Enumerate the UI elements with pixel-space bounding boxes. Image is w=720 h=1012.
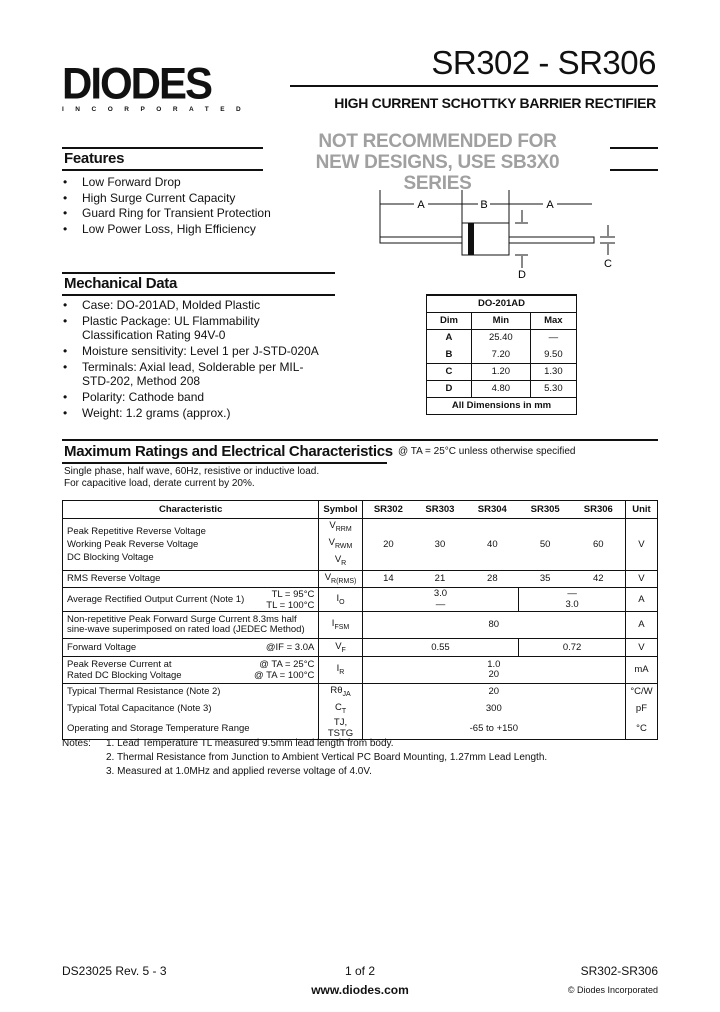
cell: 9.50 (530, 346, 576, 363)
cell: 21 (414, 570, 466, 587)
list-item: • Polarity: Cathode band (62, 390, 322, 404)
symbol-base: I (331, 618, 335, 630)
symbol-base: V (334, 553, 342, 565)
dim-label-a: A (546, 199, 554, 211)
symbol-sub: R (341, 559, 347, 567)
cell: pF (625, 700, 657, 717)
divider (62, 462, 387, 464)
symbol (323, 553, 357, 570)
dim-label-a: A (417, 199, 425, 211)
divider (62, 272, 335, 274)
list-item: • High Surge Current Capacity (62, 191, 282, 207)
divider (290, 85, 658, 87)
table-row (427, 363, 577, 380)
cell: 1.30 (530, 363, 576, 380)
package-outline-diagram (370, 180, 620, 280)
column-header: SR305 (519, 501, 572, 519)
cell: RMS Reverse Voltage (63, 570, 319, 587)
cell: 7.20 (471, 346, 530, 363)
symbol (319, 638, 362, 656)
dimensions-table (426, 294, 577, 415)
list-item: • Low Forward Drop (62, 175, 282, 191)
cell: 28 (466, 570, 519, 587)
cathode-band (468, 223, 474, 255)
symbol-sub: F (341, 646, 346, 654)
table-row (63, 683, 658, 700)
symbol-base: V (335, 640, 342, 652)
cell: A (427, 329, 472, 346)
cell: Forward Voltage (67, 641, 137, 653)
cell: 80 (362, 611, 625, 638)
column-header: Symbol (319, 501, 362, 519)
symbol-base: I (336, 663, 340, 675)
mechanical-heading: Mechanical Data (64, 275, 178, 292)
cell: -65 to +150 (362, 717, 625, 740)
divider (62, 439, 658, 441)
condition: @ TA = 100°C (254, 669, 315, 681)
notice-line: NOT RECOMMENDED FOR (318, 131, 557, 152)
logo-wordmark: DIODES (62, 58, 212, 109)
ratings-condition: @ TA = 25°C unless otherwise specified (398, 446, 576, 457)
symbol-sub: T (341, 708, 347, 716)
ratings-note: Single phase, half wave, 60Hz, resistive or inductive load. (64, 466, 320, 477)
condition: @IF = 3.0A (265, 641, 315, 653)
list-item: • Guard Ring for Transient Protection (62, 206, 282, 222)
cell: 0.72 (519, 638, 626, 656)
column-header: SR302 (362, 501, 414, 519)
list-item: • Weight: 1.2 grams (approx.) (62, 406, 322, 420)
doc-number: DS23025 Rev. 5 - 3 (62, 964, 167, 978)
cell: B (427, 346, 472, 363)
table-row (427, 380, 577, 397)
symbol-base: V (324, 572, 332, 584)
cell: — (530, 329, 576, 346)
condition: TL = 95°C (271, 588, 315, 600)
cell: D (427, 380, 472, 397)
cell: 30 (414, 519, 466, 571)
cell: A (625, 611, 657, 638)
cell: Working Peak Reverse Voltage (67, 538, 199, 550)
condition: TL = 100°C (266, 599, 315, 611)
features-heading: Features (64, 150, 125, 167)
symbol (319, 656, 362, 683)
notes (62, 737, 547, 779)
table-row (63, 570, 658, 587)
notes-label: Notes: (62, 738, 91, 749)
cell: 20 (362, 519, 414, 571)
divider (62, 169, 263, 171)
cell: Peak Reverse Current at (67, 658, 172, 670)
cell: mA (625, 656, 657, 683)
cell: V (625, 570, 657, 587)
symbol-sub: R (339, 669, 345, 677)
column-header: SR303 (414, 501, 466, 519)
cell: °C/W (625, 683, 657, 700)
logo-subtitle: INCORPORATED (62, 106, 253, 113)
dim-label-d: D (518, 269, 526, 280)
symbol-base: V (329, 520, 336, 531)
list-item: • Plastic Package: UL Flammability Classification Rating 94V-0 (62, 314, 322, 342)
symbol-sub: RRM (335, 525, 352, 533)
dimensions-footer: All Dimensions in mm (427, 397, 577, 414)
divider (62, 294, 335, 296)
cell: DC Blocking Voltage (67, 551, 154, 563)
symbol-sub: RWM (335, 542, 353, 550)
cell: — (567, 588, 577, 600)
cell: Rated DC Blocking Voltage (67, 669, 182, 681)
symbol-base: I (336, 592, 340, 604)
cell: 0.55 (362, 638, 519, 656)
condition: @ TA = 25°C (259, 658, 315, 670)
column-header: Max (530, 312, 576, 329)
divider (62, 147, 263, 149)
ratings-note: For capacitive load, derate current by 20%. (64, 478, 255, 489)
cell: 3.0 (565, 599, 579, 611)
cell: Operating and Storage Temperature Range (63, 717, 319, 740)
symbol-sub: O (339, 598, 345, 606)
mechanical-list (62, 298, 322, 420)
symbol (323, 519, 357, 536)
cell: Typical Thermal Resistance (Note 2) (63, 683, 319, 700)
footer-part: SR302-SR306 (580, 964, 658, 978)
table-row (427, 329, 577, 346)
column-header: Unit (625, 501, 657, 519)
symbol-sub: JA (342, 691, 351, 699)
cell: 60 (572, 519, 626, 571)
cell: 50 (519, 519, 572, 571)
list-item: • Low Power Loss, High Efficiency (62, 222, 282, 238)
symbol (319, 611, 362, 638)
symbol-base: C (334, 702, 342, 714)
divider (610, 169, 658, 171)
ratings-table (62, 500, 658, 740)
cell: 35 (519, 570, 572, 587)
column-header: SR304 (466, 501, 519, 519)
symbol (323, 536, 357, 553)
list-item: • Case: DO-201AD, Molded Plastic (62, 298, 322, 312)
cell: Average Rectified Output Current (Note 1) (67, 593, 245, 605)
cell: — (435, 599, 446, 611)
cell: 4.80 (471, 380, 530, 397)
symbol-base: V (328, 536, 335, 548)
table-row (427, 346, 577, 363)
symbol-sub: R(RMS) (331, 578, 357, 586)
cell: 5.30 (530, 380, 576, 397)
symbol (319, 700, 362, 717)
note: 1. Lead Temperature TL measured 9.5mm lead length from body. (106, 738, 394, 749)
dim-label-b: B (480, 199, 488, 211)
cell: Peak Repetitive Reverse Voltage (67, 525, 206, 537)
symbol-base: Rθ (330, 685, 343, 697)
note: 3. Measured at 1.0MHz and applied reverse voltage of 4.0V. (106, 766, 372, 777)
notice-line: NEW DESIGNS, USE SB3X0 SERIES (315, 152, 560, 194)
copyright: © Diodes Incorporated (567, 985, 658, 995)
cell: 300 (362, 700, 625, 717)
cell: A (625, 587, 657, 611)
table-row (63, 656, 658, 683)
cell: 3.0 (433, 588, 448, 600)
symbol: TJ, TSTG (319, 717, 362, 740)
cell: Non-repetitive Peak Forward Surge Current 8.3ms half sine-wave superimposed on rated load (JEDEC Method) (63, 611, 319, 638)
website-link[interactable]: www.diodes.com (311, 983, 409, 997)
table-row (63, 700, 658, 717)
table-header-row (63, 501, 658, 519)
features-list (62, 175, 282, 237)
cell: 1.20 (471, 363, 530, 380)
cell: °C (625, 717, 657, 740)
table-row (63, 638, 658, 656)
part-subtitle: HIGH CURRENT SCHOTTKY BARRIER RECTIFIER (334, 95, 656, 111)
note: 2. Thermal Resistance from Junction to Ambient Vertical PC Board Mounting, 1.27mm Lead Length. (106, 752, 548, 763)
column-header: Dim (427, 312, 472, 329)
column-header: SR306 (572, 501, 626, 519)
column-header: Min (471, 312, 530, 329)
ratings-heading: Maximum Ratings and Electrical Characteristics (64, 443, 393, 460)
cell: 20 (362, 683, 625, 700)
cell: V (625, 638, 657, 656)
cell: V (625, 519, 657, 571)
part-title: SR302 - SR306 (431, 44, 656, 81)
cell: 42 (572, 570, 626, 587)
symbol (319, 587, 362, 611)
column-header: Characteristic (63, 501, 319, 519)
symbol (319, 570, 362, 587)
list-item: • Moisture sensitivity: Level 1 per J-STD-020A (62, 344, 322, 358)
cell: Typical Total Capacitance (Note 3) (63, 700, 319, 717)
page-number: 1 of 2 (344, 964, 376, 978)
symbol (319, 683, 362, 700)
cell: C (427, 363, 472, 380)
cell: 1.0 (487, 658, 501, 670)
package-name: DO-201AD (427, 295, 577, 312)
cell: 14 (362, 570, 414, 587)
cell: 25.40 (471, 329, 530, 346)
diodes-logo (62, 58, 253, 113)
table-row (63, 587, 658, 611)
cell: 40 (466, 519, 519, 571)
divider (610, 147, 658, 149)
table-row (63, 519, 658, 571)
table-row (63, 611, 658, 638)
list-item: • Terminals: Axial lead, Solderable per MIL-STD-202, Method 208 (62, 360, 322, 388)
symbol-sub: FSM (334, 624, 350, 632)
dim-label-c: C (604, 258, 612, 270)
cell: 20 (488, 668, 500, 680)
